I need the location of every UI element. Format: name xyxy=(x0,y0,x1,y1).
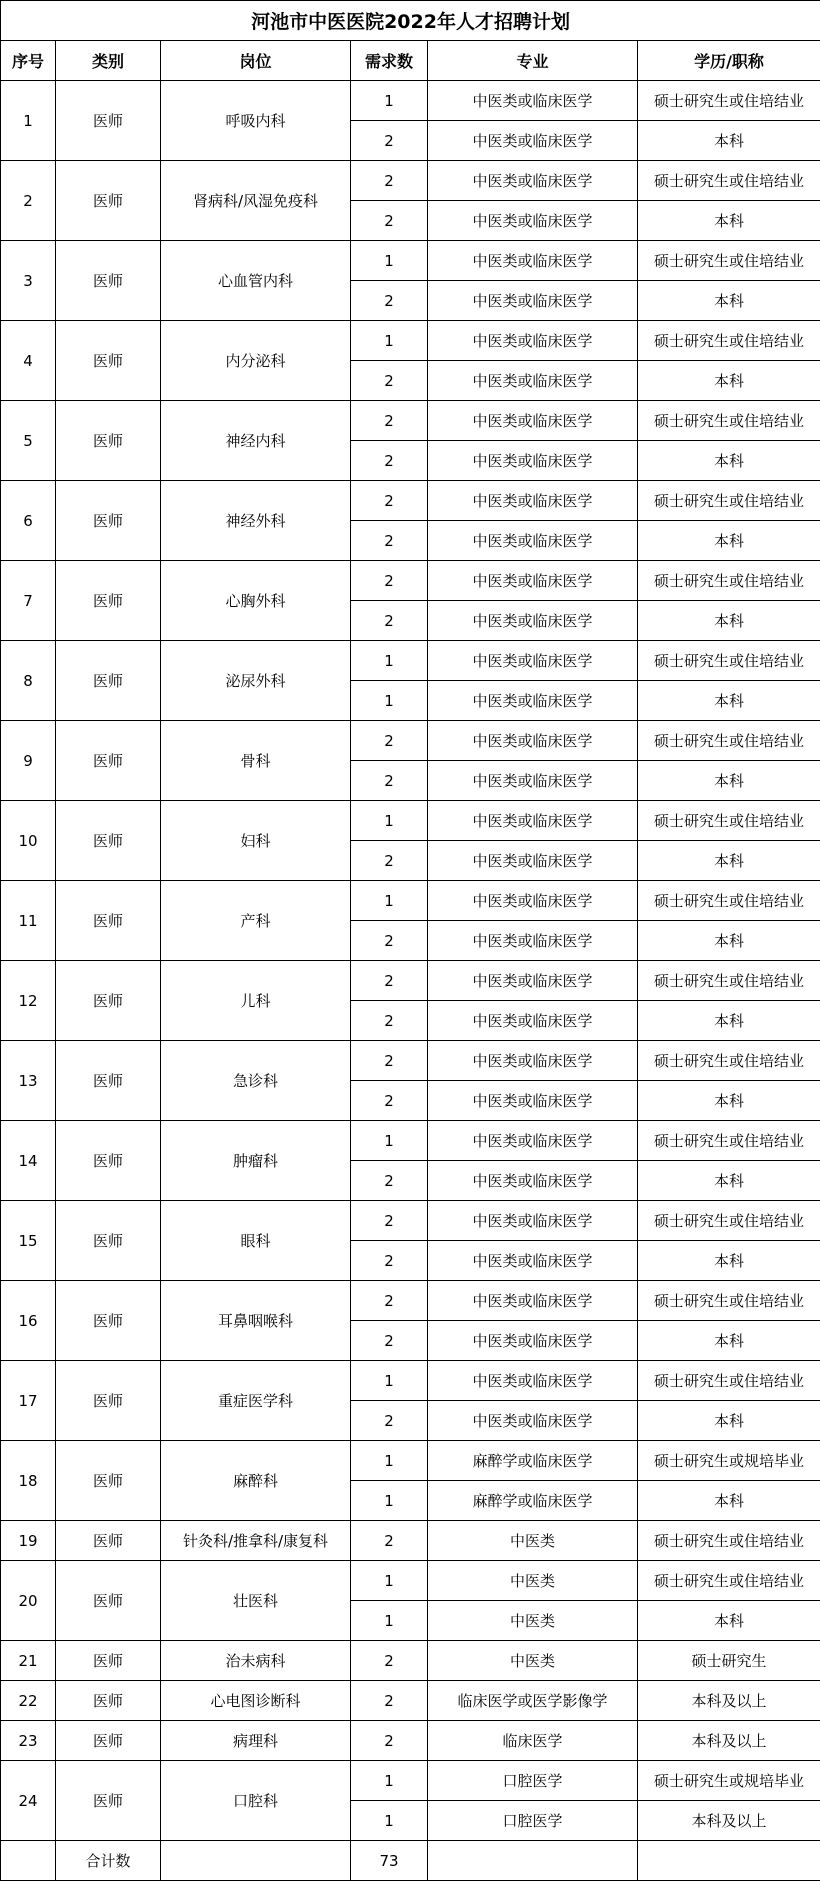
post-cell: 重症医学科 xyxy=(161,1361,351,1441)
major-cell: 麻醉学或临床医学 xyxy=(428,1481,638,1521)
table-row xyxy=(1,1201,820,1241)
major-cell: 中医类 xyxy=(428,1521,638,1561)
header-count: 需求数 xyxy=(351,41,428,81)
row-number-cell: 23 xyxy=(1,1721,56,1761)
education-cell: 硕士研究生或住培结业 xyxy=(638,1041,820,1081)
education-cell: 本科 xyxy=(638,601,820,641)
count-cell: 2 xyxy=(351,121,428,161)
post-cell: 儿科 xyxy=(161,961,351,1041)
education-cell: 本科 xyxy=(638,281,820,321)
major-cell: 中医类或临床医学 xyxy=(428,481,638,521)
count-cell: 1 xyxy=(351,1361,428,1401)
major-cell: 口腔医学 xyxy=(428,1761,638,1801)
post-cell: 神经内科 xyxy=(161,401,351,481)
post-cell: 眼科 xyxy=(161,1201,351,1281)
table-row xyxy=(1,641,820,681)
education-cell: 硕士研究生或住培结业 xyxy=(638,161,820,201)
count-cell: 2 xyxy=(351,921,428,961)
category-cell: 医师 xyxy=(56,1201,161,1281)
category-cell: 医师 xyxy=(56,641,161,721)
row-number-cell: 11 xyxy=(1,881,56,961)
count-cell: 1 xyxy=(351,881,428,921)
major-cell: 中医类或临床医学 xyxy=(428,1001,638,1041)
count-cell: 1 xyxy=(351,241,428,281)
row-number-cell: 17 xyxy=(1,1361,56,1441)
count-cell: 1 xyxy=(351,641,428,681)
row-number-cell: 21 xyxy=(1,1641,56,1681)
education-cell: 本科 xyxy=(638,1601,820,1641)
major-cell: 中医类 xyxy=(428,1561,638,1601)
count-cell: 1 xyxy=(351,1801,428,1841)
post-cell: 心血管内科 xyxy=(161,241,351,321)
count-cell: 2 xyxy=(351,561,428,601)
count-cell: 1 xyxy=(351,681,428,721)
count-cell: 2 xyxy=(351,1201,428,1241)
count-cell: 2 xyxy=(351,1521,428,1561)
major-cell: 中医类或临床医学 xyxy=(428,1401,638,1441)
row-number-cell: 10 xyxy=(1,801,56,881)
education-cell: 硕士研究生或住培结业 xyxy=(638,241,820,281)
category-cell: 医师 xyxy=(56,161,161,241)
count-cell: 2 xyxy=(351,161,428,201)
major-cell: 中医类或临床医学 xyxy=(428,841,638,881)
major-cell: 临床医学 xyxy=(428,1721,638,1761)
total-no-cell xyxy=(1,1841,56,1881)
education-cell: 硕士研究生或住培结业 xyxy=(638,961,820,1001)
category-cell: 医师 xyxy=(56,241,161,321)
post-cell: 心电图诊断科 xyxy=(161,1681,351,1721)
education-cell: 本科 xyxy=(638,1401,820,1441)
major-cell: 中医类或临床医学 xyxy=(428,1281,638,1321)
header-education: 学历/职称 xyxy=(638,41,820,81)
post-cell: 针灸科/推拿科/康复科 xyxy=(161,1521,351,1561)
education-cell: 本科 xyxy=(638,921,820,961)
row-number-cell: 8 xyxy=(1,641,56,721)
education-cell: 本科及以上 xyxy=(638,1801,820,1841)
major-cell: 中医类或临床医学 xyxy=(428,241,638,281)
category-cell: 医师 xyxy=(56,1561,161,1641)
major-cell: 中医类或临床医学 xyxy=(428,401,638,441)
education-cell: 本科及以上 xyxy=(638,1721,820,1761)
post-cell: 口腔科 xyxy=(161,1761,351,1841)
count-cell: 2 xyxy=(351,401,428,441)
count-cell: 1 xyxy=(351,1761,428,1801)
count-cell: 1 xyxy=(351,1481,428,1521)
education-cell: 硕士研究生或规培毕业 xyxy=(638,1441,820,1481)
category-cell: 医师 xyxy=(56,881,161,961)
header-no: 序号 xyxy=(1,41,56,81)
education-cell: 本科 xyxy=(638,1241,820,1281)
row-number-cell: 14 xyxy=(1,1121,56,1201)
row-number-cell: 3 xyxy=(1,241,56,321)
count-cell: 2 xyxy=(351,721,428,761)
category-cell: 医师 xyxy=(56,1721,161,1761)
education-cell: 硕士研究生 xyxy=(638,1641,820,1681)
total-count: 73 xyxy=(351,1841,428,1881)
category-cell: 医师 xyxy=(56,961,161,1041)
education-cell: 本科 xyxy=(638,361,820,401)
count-cell: 1 xyxy=(351,801,428,841)
row-number-cell: 12 xyxy=(1,961,56,1041)
education-cell: 本科 xyxy=(638,1161,820,1201)
count-cell: 2 xyxy=(351,601,428,641)
major-cell: 中医类或临床医学 xyxy=(428,1161,638,1201)
count-cell: 1 xyxy=(351,1561,428,1601)
education-cell: 硕士研究生或住培结业 xyxy=(638,1281,820,1321)
major-cell: 中医类 xyxy=(428,1641,638,1681)
table-row xyxy=(1,1441,820,1481)
row-number-cell: 16 xyxy=(1,1281,56,1361)
post-cell: 麻醉科 xyxy=(161,1441,351,1521)
education-cell: 硕士研究生或住培结业 xyxy=(638,81,820,121)
count-cell: 2 xyxy=(351,1081,428,1121)
table-row xyxy=(1,1521,820,1561)
table-row xyxy=(1,1641,820,1681)
education-cell: 本科 xyxy=(638,1481,820,1521)
education-cell: 硕士研究生或住培结业 xyxy=(638,1361,820,1401)
category-cell: 医师 xyxy=(56,321,161,401)
count-cell: 2 xyxy=(351,1681,428,1721)
category-cell: 医师 xyxy=(56,401,161,481)
major-cell: 口腔医学 xyxy=(428,1801,638,1841)
total-label: 合计数 xyxy=(56,1841,161,1881)
major-cell: 临床医学或医学影像学 xyxy=(428,1681,638,1721)
category-cell: 医师 xyxy=(56,1281,161,1361)
education-cell: 本科及以上 xyxy=(638,1681,820,1721)
major-cell: 中医类或临床医学 xyxy=(428,601,638,641)
education-cell: 本科 xyxy=(638,521,820,561)
major-cell: 中医类或临床医学 xyxy=(428,361,638,401)
count-cell: 1 xyxy=(351,1601,428,1641)
education-cell: 硕士研究生或住培结业 xyxy=(638,721,820,761)
education-cell: 本科 xyxy=(638,1081,820,1121)
major-cell: 中医类或临床医学 xyxy=(428,81,638,121)
major-cell: 中医类或临床医学 xyxy=(428,1081,638,1121)
count-cell: 2 xyxy=(351,481,428,521)
education-cell: 硕士研究生或住培结业 xyxy=(638,481,820,521)
major-cell: 中医类或临床医学 xyxy=(428,801,638,841)
major-cell: 中医类或临床医学 xyxy=(428,561,638,601)
education-cell: 本科 xyxy=(638,121,820,161)
major-cell: 中医类或临床医学 xyxy=(428,921,638,961)
education-cell: 硕士研究生或住培结业 xyxy=(638,881,820,921)
row-number-cell: 19 xyxy=(1,1521,56,1561)
major-cell: 中医类或临床医学 xyxy=(428,121,638,161)
count-cell: 2 xyxy=(351,1041,428,1081)
header-post: 岗位 xyxy=(161,41,351,81)
major-cell: 中医类或临床医学 xyxy=(428,681,638,721)
table-row xyxy=(1,81,820,121)
table-row xyxy=(1,801,820,841)
education-cell: 硕士研究生或住培结业 xyxy=(638,1121,820,1161)
education-cell: 本科 xyxy=(638,441,820,481)
category-cell: 医师 xyxy=(56,721,161,801)
education-cell: 硕士研究生或住培结业 xyxy=(638,1561,820,1601)
count-cell: 2 xyxy=(351,1721,428,1761)
education-cell: 本科 xyxy=(638,201,820,241)
major-cell: 中医类或临床医学 xyxy=(428,201,638,241)
major-cell: 中医类 xyxy=(428,1601,638,1641)
education-cell: 本科 xyxy=(638,1001,820,1041)
major-cell: 中医类或临床医学 xyxy=(428,161,638,201)
table-row xyxy=(1,1121,820,1161)
table-row xyxy=(1,1281,820,1321)
count-cell: 1 xyxy=(351,1441,428,1481)
category-cell: 医师 xyxy=(56,801,161,881)
post-cell: 肿瘤科 xyxy=(161,1121,351,1201)
count-cell: 2 xyxy=(351,281,428,321)
education-cell: 硕士研究生或住培结业 xyxy=(638,321,820,361)
table-row xyxy=(1,1681,820,1721)
major-cell: 中医类或临床医学 xyxy=(428,881,638,921)
post-cell: 壮医科 xyxy=(161,1561,351,1641)
major-cell: 中医类或临床医学 xyxy=(428,1321,638,1361)
row-number-cell: 7 xyxy=(1,561,56,641)
post-cell: 治未病科 xyxy=(161,1641,351,1681)
count-cell: 2 xyxy=(351,1641,428,1681)
row-number-cell: 24 xyxy=(1,1761,56,1841)
education-cell: 硕士研究生或住培结业 xyxy=(638,641,820,681)
table-row xyxy=(1,321,820,361)
category-cell: 医师 xyxy=(56,1361,161,1441)
education-cell: 硕士研究生或住培结业 xyxy=(638,401,820,441)
count-cell: 2 xyxy=(351,1241,428,1281)
post-cell: 泌尿外科 xyxy=(161,641,351,721)
table-row xyxy=(1,961,820,1001)
post-cell: 妇科 xyxy=(161,801,351,881)
row-number-cell: 1 xyxy=(1,81,56,161)
education-cell: 硕士研究生或住培结业 xyxy=(638,801,820,841)
category-cell: 医师 xyxy=(56,1041,161,1121)
table-row xyxy=(1,1361,820,1401)
category-cell: 医师 xyxy=(56,481,161,561)
table-row xyxy=(1,1761,820,1801)
table-row xyxy=(1,1041,820,1081)
row-number-cell: 5 xyxy=(1,401,56,481)
major-cell: 中医类或临床医学 xyxy=(428,521,638,561)
row-number-cell: 6 xyxy=(1,481,56,561)
table-title: 河池市中医医院2022年人才招聘计划 xyxy=(1,1,820,41)
major-cell: 麻醉学或临床医学 xyxy=(428,1441,638,1481)
count-cell: 1 xyxy=(351,321,428,361)
total-edu-cell xyxy=(638,1841,820,1881)
major-cell: 中医类或临床医学 xyxy=(428,641,638,681)
count-cell: 2 xyxy=(351,521,428,561)
row-number-cell: 20 xyxy=(1,1561,56,1641)
total-row xyxy=(1,1841,820,1881)
count-cell: 2 xyxy=(351,841,428,881)
post-cell: 耳鼻咽喉科 xyxy=(161,1281,351,1361)
count-cell: 2 xyxy=(351,761,428,801)
count-cell: 2 xyxy=(351,961,428,1001)
post-cell: 神经外科 xyxy=(161,481,351,561)
row-number-cell: 2 xyxy=(1,161,56,241)
education-cell: 本科 xyxy=(638,841,820,881)
major-cell: 中医类或临床医学 xyxy=(428,761,638,801)
education-cell: 硕士研究生或规培毕业 xyxy=(638,1761,820,1801)
post-cell: 心胸外科 xyxy=(161,561,351,641)
education-cell: 本科 xyxy=(638,1321,820,1361)
education-cell: 硕士研究生或住培结业 xyxy=(638,1521,820,1561)
count-cell: 2 xyxy=(351,441,428,481)
table-body xyxy=(1,81,820,1841)
category-cell: 医师 xyxy=(56,1641,161,1681)
category-cell: 医师 xyxy=(56,1121,161,1201)
total-post-cell xyxy=(161,1841,351,1881)
major-cell: 中医类或临床医学 xyxy=(428,961,638,1001)
count-cell: 1 xyxy=(351,1121,428,1161)
header-major: 专业 xyxy=(428,41,638,81)
table-row xyxy=(1,1561,820,1601)
post-cell: 急诊科 xyxy=(161,1041,351,1121)
major-cell: 中医类或临床医学 xyxy=(428,441,638,481)
table-row xyxy=(1,1721,820,1761)
post-cell: 病理科 xyxy=(161,1721,351,1761)
major-cell: 中医类或临床医学 xyxy=(428,1041,638,1081)
row-number-cell: 22 xyxy=(1,1681,56,1721)
post-cell: 产科 xyxy=(161,881,351,961)
major-cell: 中医类或临床医学 xyxy=(428,1201,638,1241)
table-row xyxy=(1,881,820,921)
table-row xyxy=(1,561,820,601)
major-cell: 中医类或临床医学 xyxy=(428,1121,638,1161)
post-cell: 呼吸内科 xyxy=(161,81,351,161)
category-cell: 医师 xyxy=(56,1521,161,1561)
major-cell: 中医类或临床医学 xyxy=(428,281,638,321)
row-number-cell: 18 xyxy=(1,1441,56,1521)
education-cell: 硕士研究生或住培结业 xyxy=(638,1201,820,1241)
count-cell: 2 xyxy=(351,1001,428,1041)
education-cell: 本科 xyxy=(638,681,820,721)
major-cell: 中医类或临床医学 xyxy=(428,721,638,761)
post-cell: 内分泌科 xyxy=(161,321,351,401)
count-cell: 2 xyxy=(351,361,428,401)
total-major-cell xyxy=(428,1841,638,1881)
category-cell: 医师 xyxy=(56,81,161,161)
row-number-cell: 9 xyxy=(1,721,56,801)
category-cell: 医师 xyxy=(56,1761,161,1841)
count-cell: 2 xyxy=(351,1321,428,1361)
post-cell: 骨科 xyxy=(161,721,351,801)
category-cell: 医师 xyxy=(56,1681,161,1721)
count-cell: 2 xyxy=(351,1161,428,1201)
post-cell: 肾病科/风湿免疫科 xyxy=(161,161,351,241)
table-row xyxy=(1,721,820,761)
row-number-cell: 13 xyxy=(1,1041,56,1121)
row-number-cell: 4 xyxy=(1,321,56,401)
table-row xyxy=(1,481,820,521)
education-cell: 本科 xyxy=(638,761,820,801)
table-row xyxy=(1,161,820,201)
count-cell: 1 xyxy=(351,81,428,121)
category-cell: 医师 xyxy=(56,561,161,641)
major-cell: 中医类或临床医学 xyxy=(428,1361,638,1401)
education-cell: 硕士研究生或住培结业 xyxy=(638,561,820,601)
major-cell: 中医类或临床医学 xyxy=(428,1241,638,1281)
row-number-cell: 15 xyxy=(1,1201,56,1281)
table-row xyxy=(1,401,820,441)
count-cell: 2 xyxy=(351,1401,428,1441)
major-cell: 中医类或临床医学 xyxy=(428,321,638,361)
count-cell: 2 xyxy=(351,201,428,241)
count-cell: 2 xyxy=(351,1281,428,1321)
category-cell: 医师 xyxy=(56,1441,161,1521)
header-category: 类别 xyxy=(56,41,161,81)
table-row xyxy=(1,241,820,281)
